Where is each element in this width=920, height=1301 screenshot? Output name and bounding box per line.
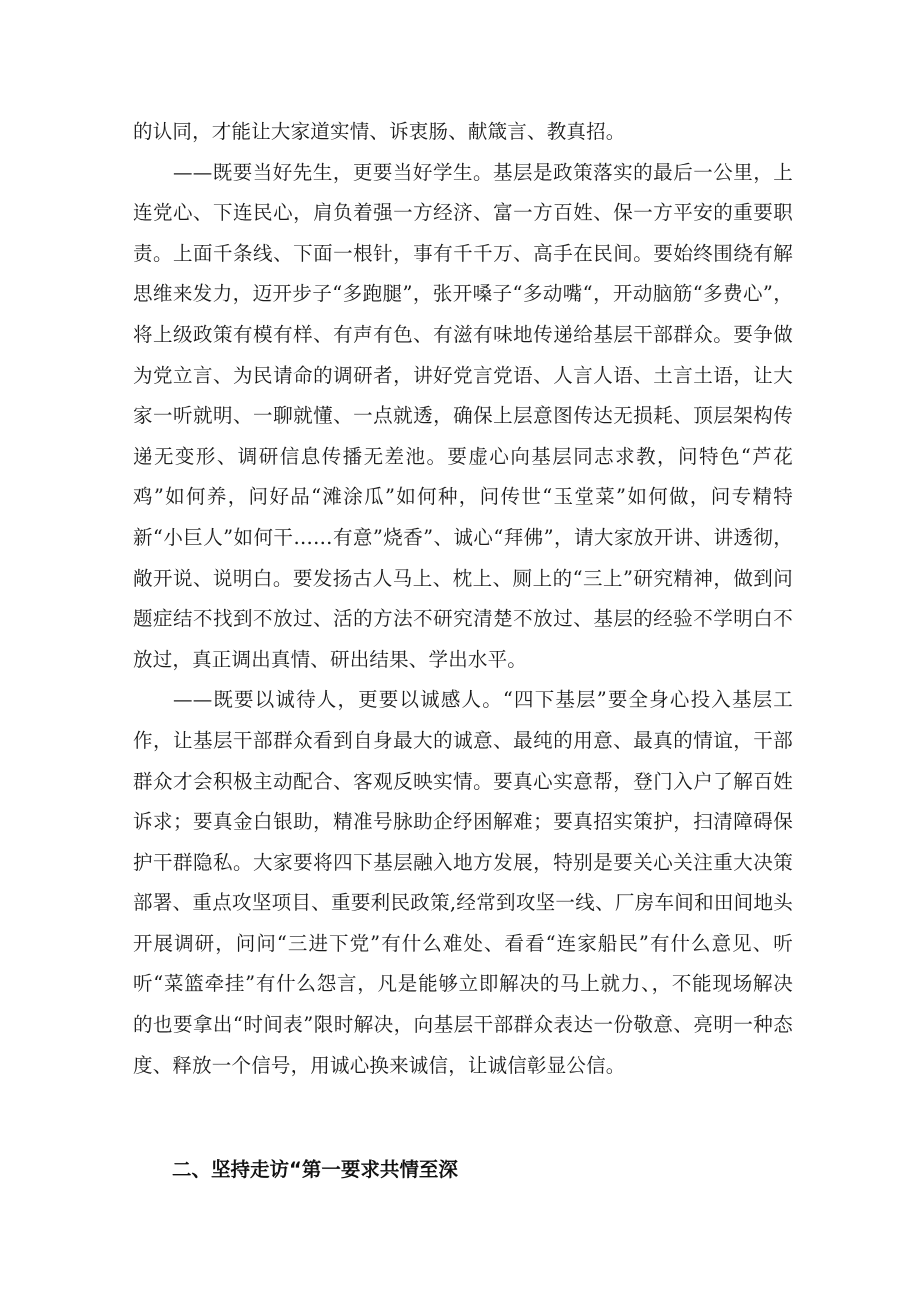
paragraph-sincerity: ——既要以诚待人，更要以诚感人。“四下基层”要全身心投入基层工作，让基层干部群众看到自身最大的诚意、最纯的用意、最真的情谊，干部群众才会积极主动配合、客观反映实情。要真心实意帮，登门入户了解百姓诉求；要真金白银助，精准号脉助企纾困解难；要真招实策护，扫清障碍保护干群隐私。大家要将四下基层融入地方发展，特别是要关心关注重大决策部署、重点攻坚项目、重要利民政策,经常到攻坚一线、厂房车间和田间地头开展调研，问问“三进下党”有什么难处、看看“连家船民”有什么意见、听听“菜篮牵挂”有什么怨言，凡是能够立即解决的马上就力、，不能现场解决的也要拿出“时间表”限时解决，向基层干部群众表达一份敬意、亮明一种态度、释放一个信号，用诚心换来诚信，让诚信彰显公信。 [133, 688, 793, 1077]
document-body [133, 112, 793, 1086]
paragraph-continuation: 的认同，才能让大家道实情、诉衷肠、献箴言、教真招。 [133, 120, 626, 143]
section-heading: 二、坚持走访“第一要求共情至深 [172, 1158, 458, 1181]
paragraph-teacher-student: ——既要当好先生，更要当好学生。基层是政策落实的最后一公里，上连党心、下连民心，肩负着强一方经济、富一方百姓、保一方平安的重要职责。上面千条线、下面一根针，事有千千万、高手在民间。要始终围绕有解思维来发力，迈开步子“多跑腿”，张开嗓子“多动嘴“，开动脑筋“多费心”，将上级政策有模有样、有声有色、有滋有味地传递给基层干部群众。要争做为党立言、为民请命的调研者，讲好党言党语、人言人语、土言土语，让大家一听就明、一聊就懂、一点就透，确保上层意图传达无损耗、顶层架构传递无变形、调研信息传播无差池。要虚心向基层同志求教，问特色“芦花鸡”如何养，问好品“滩涂瓜”如何种，问传世“玉堂菜”如何做，问专精特新“小巨人”如何干……有意”烧香”、诚心“拜佛”，请大家放开讲、讲透彻，敞开说、说明白。要发扬古人马上、枕上、厕上的“三上”研究精神，做到问题症结不找到不放过、活的方法不研究清楚不放过、基层的经验不学明白不放过，真正调出真情、研出结果、学出水平。 [133, 160, 793, 671]
